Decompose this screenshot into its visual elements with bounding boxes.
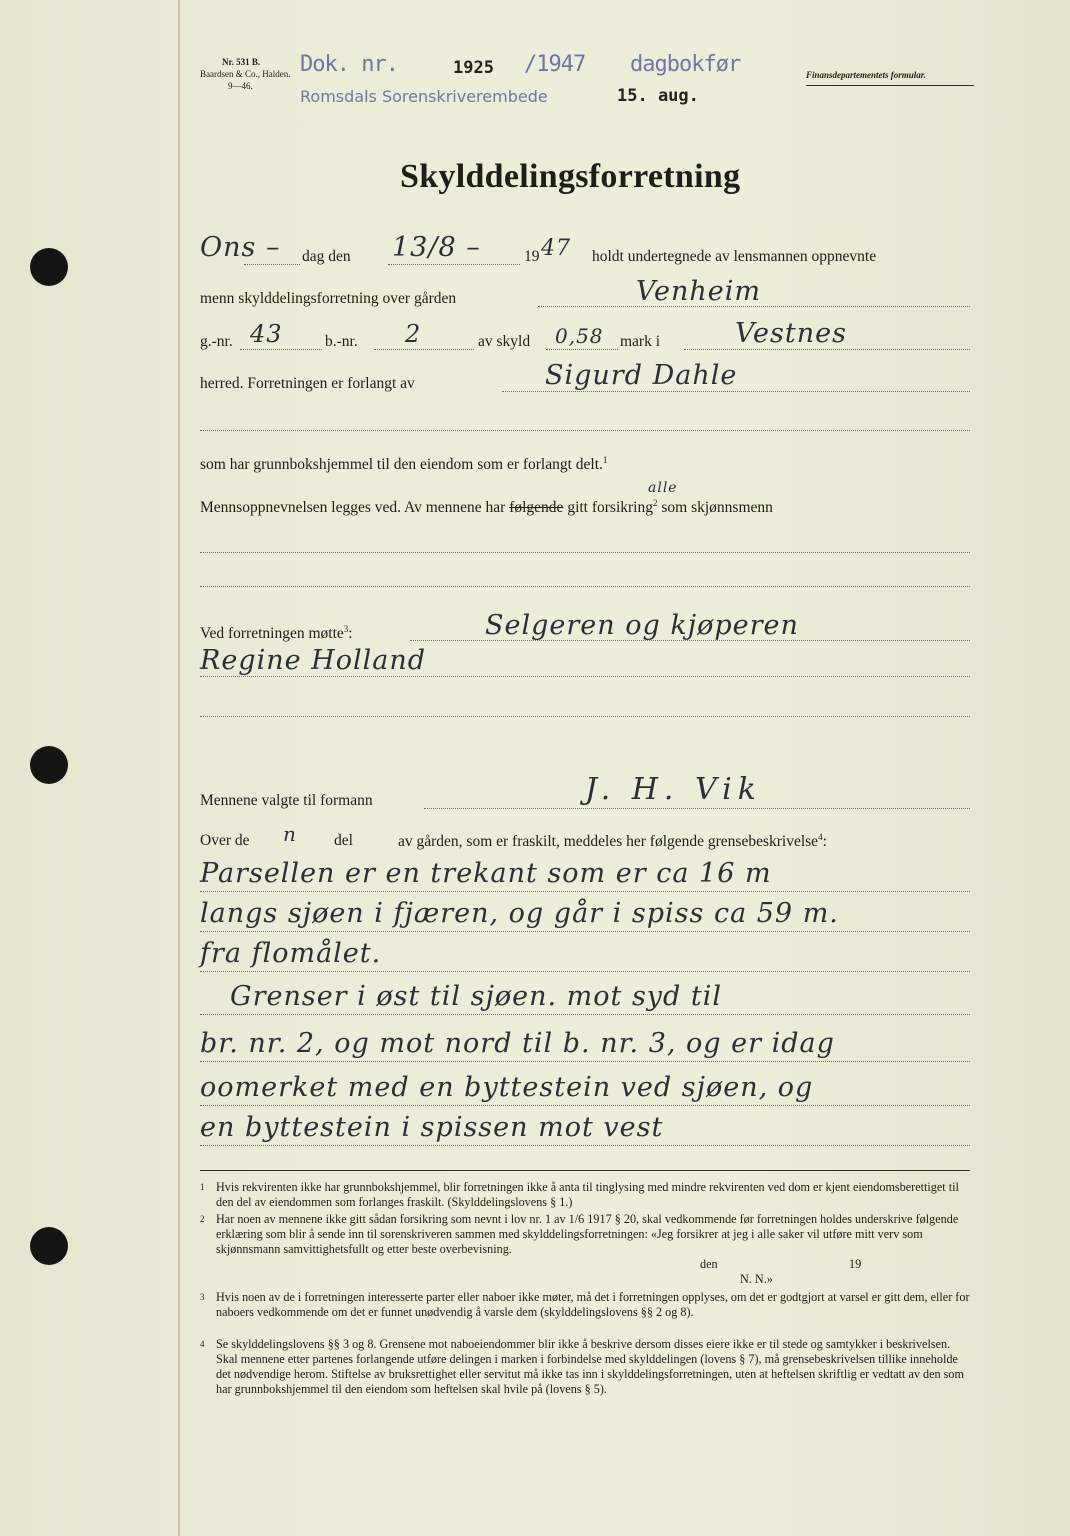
stamp-doc-number: 1925 <box>453 58 494 78</box>
print-date: 9—46. <box>228 81 253 91</box>
over-de-label: Over de <box>200 832 250 849</box>
footnote-4: 4 Se skylddelingslovens §§ 3 og 8. Grensene mot naboeiendommer blir ikke å beskrive dersom disses eiere ikke er til stede og samtykker i beskrivelsen. Skal mennene etter partenes forlangende utføre delingen i marken i forbindelse med skylddelingen (lovens § 7), må grensebeskrivelsen tillike inneholde det nødvendige herom. Stiftelse av bruksrettighet eller servitut må ikke tas inn i skylddelingsforretningen, uten at heftelsen skriftlig er vedtatt av den som har grunnbokshjemmel til den eiendom som heftelsen skal hvile på (lovens § 5). <box>200 1337 964 1396</box>
description-line: br. nr. 2, og mot nord til b. nr. 3, og er idag <box>200 1028 835 1059</box>
skyld-label: av skyld <box>478 333 531 350</box>
weekday: Ons – <box>200 232 281 263</box>
footnote-2: 2 Har noen av mennene ikke gitt sådan forsikring som nevnt i lov nr. 1 av 1/6 1917 § 20, skal vedkommende før forretningen holdes underskrive følgende erklæring som blir å sende inn til sorenskriveren sammen med skylddelingsforretningen: «Jeg forsikrer at jeg i alle saker vil utføre mitt verv som skjønnsmann samvittighetsfullt og etter beste overbevisning. <box>200 1212 959 1256</box>
footnote-2-signature: N. N.» <box>740 1272 773 1286</box>
ministry-form: Finansdepartementets formular. <box>806 70 927 80</box>
description-line: fra flomålet. <box>200 938 382 969</box>
gnr-value: 43 <box>250 320 283 348</box>
footnote-2-den: den <box>700 1257 718 1271</box>
punch-hole <box>30 746 68 784</box>
footnote-1: 1 Hvis rekvirenten ikke har grunnbokshjemmel, blir forretningen ikke å anta til tinglysing med mindre rekvirenten ved dom er kjent eiendomsberettiget til den del av eiendommen som forlanges fraskilt. (Skylddelingslovens § 1.) <box>200 1180 959 1209</box>
menns-line: Mennsoppnevnelsen legges ved. Av mennene har følgende gitt forsikring$^2$ som skjønnsmenn <box>200 498 773 517</box>
stamp-doc-label: Dok. nr. <box>300 52 398 77</box>
menn-text: menn skylddelingsforretning over gården <box>200 290 457 307</box>
footnote-separator <box>200 1170 970 1171</box>
farm-name: Venheim <box>636 276 761 307</box>
year-handwritten: 47 <box>541 236 571 261</box>
footnote-2-year: 19 <box>849 1257 862 1271</box>
bnr-label: b.-nr. <box>325 333 358 350</box>
description-line: Parsellen er en trekant som er ca 16 m <box>200 858 772 889</box>
stamp-office: Romsdals Sorenskriverembede <box>300 87 548 106</box>
mott-line-1: Selgeren og kjøperen <box>485 610 799 641</box>
mott-line-2: Regine Holland <box>200 645 427 676</box>
form-number: Nr. 531 B. <box>222 57 261 67</box>
punch-hole <box>30 1227 68 1265</box>
grunnbok-text: som har grunnbokshjemmel til den eiendom som er forlangt delt.$^1$ <box>200 455 608 474</box>
stamp-date: 15. aug. <box>617 86 699 106</box>
description-line: Grenser i øst til sjøen. mot syd til <box>230 981 723 1012</box>
del-label: del <box>334 832 353 849</box>
part-value: n <box>283 822 297 846</box>
struck-word: følgende <box>509 499 564 517</box>
page-title: Skylddelingsforretning <box>400 158 741 195</box>
formann-label: Mennene valgte til formann <box>200 792 373 809</box>
holdt-text: holdt undertegnede av lensmannen oppnevnte <box>592 248 877 265</box>
mott-label: Ved forretningen møtte$^3$: <box>200 624 353 643</box>
description-line: oomerket med en byttestein ved sjøen, og <box>200 1072 814 1103</box>
municipality: Vestnes <box>735 318 847 349</box>
requester: Sigurd Dahle <box>545 360 738 391</box>
date: 13/8 – <box>392 232 481 263</box>
description-line: en byttestein i spissen mot vest <box>200 1112 664 1143</box>
margin-line <box>178 0 180 1536</box>
stamp-dagbokfort: dagbokfør <box>630 52 741 77</box>
herred-text: herred. Forretningen er forlangt av <box>200 375 415 392</box>
year-prefix: 19 <box>524 248 540 265</box>
printer: Baardsen & Co., Halden. <box>200 69 291 79</box>
skyld-value: 0,58 <box>555 324 604 348</box>
gnr-label: g.-nr. <box>200 333 233 350</box>
punch-hole <box>30 248 68 286</box>
bnr-value: 2 <box>405 320 422 348</box>
ministry-form-underline <box>806 85 974 86</box>
over-rest: av gården, som er fraskilt, meddeles her følgende grensebeskrivelse$^4$: <box>398 832 827 851</box>
footnote-3: 3 Hvis noen av de i forretningen interesserte parter eller naboer ikke møter, må det i forretningen opplyses, om det er godtgjort at varsel er gitt dem, eller for naboers vedkommende om det er funnet unødvendig å varsle dem (skylddelingslovens §§ 2 og 8). <box>200 1290 970 1319</box>
description-line: langs sjøen i fjæren, og går i spiss ca 59 m. <box>200 898 839 929</box>
inserted-word: alle <box>648 480 678 496</box>
formann-name: J. H. Vik <box>585 772 762 807</box>
dag-den-label: dag den <box>302 248 351 265</box>
stamp-year: /1947 <box>524 52 586 77</box>
mark-label: mark i <box>620 333 661 350</box>
